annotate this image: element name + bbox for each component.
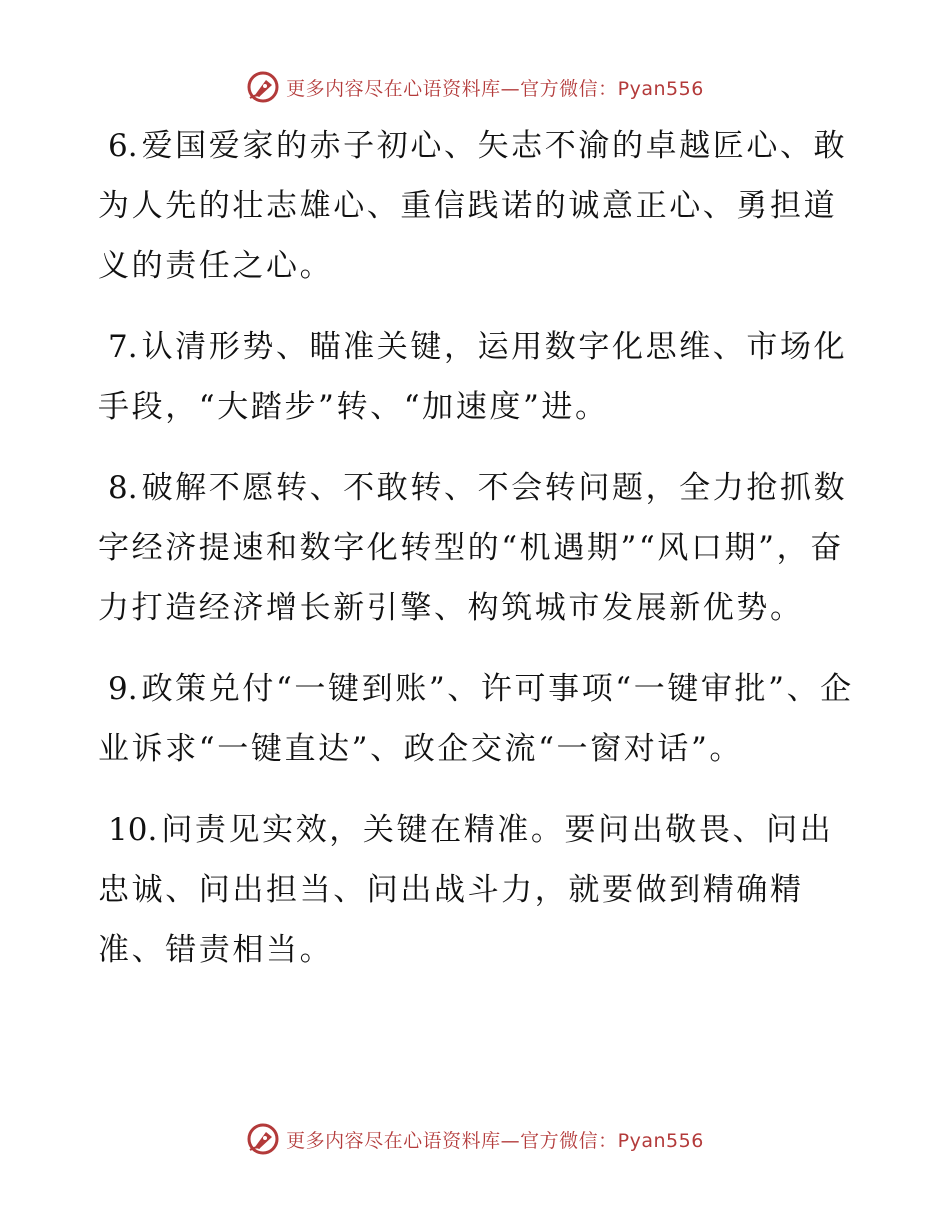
paragraph-number: 6.: [108, 128, 138, 164]
paragraph-9: [98, 659, 858, 779]
paragraph-number: 10.: [108, 812, 158, 848]
paragraph-number: 9.: [108, 671, 138, 707]
header-banner: [0, 70, 950, 104]
paragraph-8: [98, 458, 858, 638]
paragraph-text: 问责见实效，关键在精准。要问出敬畏、问出忠诚、问出担当、问出战斗力，就要做到精确精准、错责相当。: [98, 812, 834, 968]
footer-banner: [0, 1122, 950, 1156]
paragraph-10: [98, 800, 858, 980]
paragraph-number: 8.: [108, 470, 138, 506]
paragraph-6: [98, 116, 858, 296]
paragraph-text: 爱国爱家的赤子初心、矢志不渝的卓越匠心、敢为人先的壮志雄心、重信践诺的诚意正心、勇担道义的责任之心。: [98, 128, 848, 284]
pen-nib-logo-icon: [246, 70, 280, 104]
header-banner-text: 更多内容尽在心语资料库—官方微信：Pyan556: [286, 77, 704, 100]
paragraph-7: [98, 317, 858, 437]
pen-nib-logo-icon: [246, 1122, 280, 1156]
paragraph-text: 政策兑付“一键到账”、许可事项“一键审批”、企业诉求“一键直达”、政企交流“一窗对话”。: [98, 671, 854, 767]
footer-banner-text: 更多内容尽在心语资料库—官方微信：Pyan556: [286, 1129, 704, 1152]
document-body: [98, 116, 858, 1001]
paragraph-text: 破解不愿转、不敢转、不会转问题，全力抢抓数字经济提速和数字化转型的“机遇期”“风口期”，奋力打造经济增长新引擎、构筑城市发展新优势。: [98, 470, 848, 626]
paragraph-number: 7.: [108, 329, 138, 365]
paragraph-text: 认清形势、瞄准关键，运用数字化思维、市场化手段，“大踏步”转、“加速度”进。: [98, 329, 848, 425]
